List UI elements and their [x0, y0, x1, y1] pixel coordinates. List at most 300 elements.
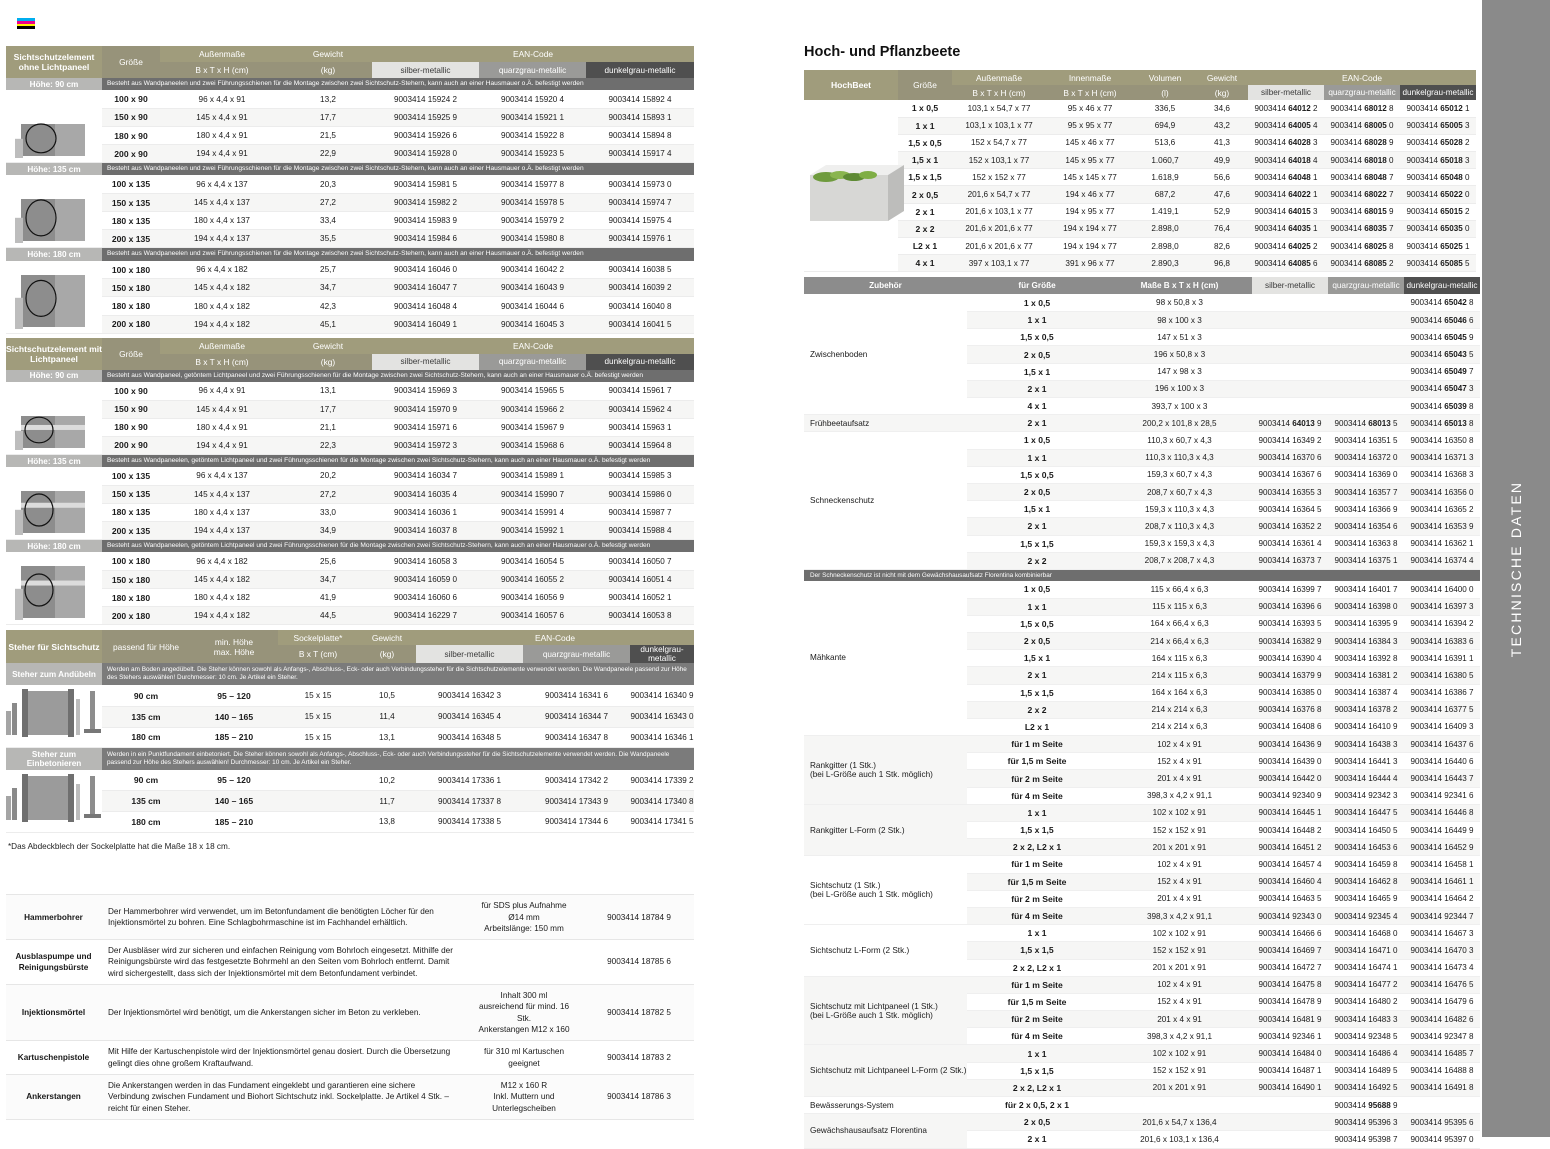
- accessory-spec: für SDS plus Aufnahme Ø14 mm Arbeitslänge: 150 mm: [464, 895, 584, 940]
- cell-masse: 102 x 4 x 91: [1107, 976, 1252, 993]
- cell-ean-silber: 9003414 17336 1: [416, 770, 523, 791]
- product-image-cell: [6, 770, 102, 833]
- cell-volumen: 1.060,7: [1134, 152, 1196, 169]
- col-header-gewicht: Gewicht: [284, 46, 372, 62]
- cell-ean-quarzgrau: 9003414 16410 9: [1328, 718, 1404, 735]
- cell-masse: 102 x 4 x 91: [1107, 736, 1252, 753]
- cell-ean-dunkelgrau: 9003414 16371 3: [1404, 449, 1480, 466]
- cell-aussenmasse: 152 x 152 x 77: [952, 169, 1046, 186]
- cell-ean-dunkelgrau: 9003414 65039 8: [1404, 398, 1480, 415]
- col-header-gewicht-unit: (kg): [284, 354, 372, 370]
- cell-ean-quarzgrau: 9003414 16489 5: [1328, 1062, 1404, 1079]
- table-row: [6, 212, 694, 230]
- cell-ean-silber: 9003414 16370 6: [1252, 449, 1328, 466]
- group-height-label: Höhe: 180 cm: [6, 540, 102, 553]
- cell-ean-silber: 9003414 16352 2: [1252, 518, 1328, 535]
- cell-ean-silber: 9003414 16460 4: [1252, 873, 1328, 890]
- table-row: [804, 415, 1480, 432]
- cell-ean-silber: 9003414 16059 0: [372, 571, 479, 589]
- cell-ean-silber: 9003414 16345 4: [416, 706, 523, 727]
- cell-masse: 152 x 4 x 91: [1107, 753, 1252, 770]
- zubehoer-group-label: Bewässerungs-System: [804, 1097, 967, 1114]
- cell-aussenmasse: 201,6 x 201,6 x 77: [952, 220, 1046, 237]
- cell-ean-quarzgrau: 9003414 68015 9: [1324, 203, 1400, 220]
- cell-ean-dunkelgrau: 9003414 65012 1: [1400, 100, 1476, 117]
- cell-groesse: 180 x 90: [102, 126, 160, 144]
- table-row: [6, 607, 694, 625]
- cell-gewicht: 10,5: [358, 685, 416, 706]
- accessory-spec: Inhalt 300 ml ausreichend für mind. 16 Stk. Ankerstangen M12 x 160: [464, 985, 584, 1041]
- cell-ean-dunkelgrau: 9003414 16400 0: [1404, 581, 1480, 598]
- cell-ean-silber: 9003414 64018 4: [1248, 152, 1324, 169]
- cell-groesse: 100 x 135: [102, 175, 160, 193]
- cell-gewicht: 49,9: [1196, 152, 1248, 169]
- cell-gewicht: 41,3: [1196, 134, 1248, 151]
- cell-fuer-groesse: für 1,5 m Seite: [967, 873, 1107, 890]
- cell-ean-silber: 9003414 15972 3: [372, 436, 479, 454]
- product-thumbnail-steher: [6, 770, 116, 830]
- table-row: [804, 856, 1480, 873]
- col-header-ean: EAN-Code: [1248, 70, 1476, 85]
- cell-ean-dunkelgrau: 9003414 92347 8: [1404, 1028, 1480, 1045]
- cell-groesse: 200 x 135: [102, 230, 160, 248]
- accessory-ean: 9003414 18783 2: [584, 1041, 694, 1075]
- cell-fuer-groesse: 1 x 0,5: [967, 432, 1107, 449]
- cell-innenmasse: 95 x 95 x 77: [1046, 117, 1134, 134]
- cell-groesse: 2 x 2: [898, 220, 952, 237]
- cell-ean-quarzgrau: 9003414 16447 5: [1328, 804, 1404, 821]
- table-title: HochBeet: [804, 70, 898, 100]
- cell-ean-quarzgrau: 9003414 68025 8: [1324, 238, 1400, 255]
- cell-ean-silber: 9003414 64015 3: [1248, 203, 1324, 220]
- cell-ean-silber: 9003414 16439 0: [1252, 753, 1328, 770]
- cell-hoehe: 90 cm: [102, 685, 190, 706]
- cell-ean-quarzgrau: [1328, 380, 1404, 397]
- cell-ean-quarzgrau: 9003414 16056 9: [479, 589, 586, 607]
- table-montagezubehoer: [6, 873, 694, 1120]
- cell-aussenmasse: 180 x 4,4 x 182: [160, 589, 284, 607]
- cell-aussenmasse: 180 x 4,4 x 137: [160, 503, 284, 521]
- cell-fuer-groesse: für 1 m Seite: [967, 736, 1107, 753]
- cell-ean-dunkelgrau: 9003414 15975 4: [586, 212, 694, 230]
- cell-ean-dunkelgrau: 9003414 16343 0: [630, 706, 694, 727]
- cell-masse: 214 x 66,4 x 6,3: [1107, 632, 1252, 649]
- cell-ean-dunkelgrau: 9003414 65042 8: [1404, 294, 1480, 311]
- accessory-description: Der Injektionsmörtel wird benötigt, um die Ankerstangen sicher im Beton zu verkleben.: [101, 985, 464, 1041]
- cell-ean-silber: 9003414 15926 6: [372, 126, 479, 144]
- cell-aussenmasse: 194 x 4,4 x 182: [160, 315, 284, 333]
- table-sichtschutz-ohne-lichtpaneel: [6, 46, 694, 334]
- col-header-innenmasse-unit: B x T x H (cm): [1046, 85, 1134, 100]
- cell-groesse: 180 x 135: [102, 212, 160, 230]
- cell-ean-dunkelgrau: 9003414 16346 1: [630, 727, 694, 748]
- cell-sockelplatte: [278, 812, 358, 833]
- cell-ean-quarzgrau: 9003414 16057 6: [479, 607, 586, 625]
- cell-ean-silber: 9003414 16478 9: [1252, 993, 1328, 1010]
- cell-ean-quarzgrau: 9003414 15920 4: [479, 90, 586, 108]
- cell-masse: 102 x 102 x 91: [1107, 925, 1252, 942]
- cell-ean-silber: 9003414 16390 4: [1252, 650, 1328, 667]
- cell-gewicht: 33,0: [284, 503, 372, 521]
- cell-ean-quarzgrau: 9003414 95396 3: [1328, 1114, 1404, 1131]
- cell-fuer-groesse: 2 x 2, L2 x 1: [967, 959, 1107, 976]
- cell-aussenmasse: 201,6 x 54,7 x 77: [952, 186, 1046, 203]
- cell-masse: 393,7 x 100 x 3: [1107, 398, 1252, 415]
- cell-ean-dunkelgrau: 9003414 16482 6: [1404, 1011, 1480, 1028]
- cell-fuer-groesse: für 1 m Seite: [967, 976, 1107, 993]
- cell-groesse: 150 x 180: [102, 571, 160, 589]
- cell-groesse: 200 x 90: [102, 436, 160, 454]
- cell-gewicht: 47,6: [1196, 186, 1248, 203]
- cell-ean-dunkelgrau: 9003414 65049 7: [1404, 363, 1480, 380]
- cell-ean-dunkelgrau: 9003414 16368 3: [1404, 466, 1480, 483]
- cell-gewicht: 96,8: [1196, 255, 1248, 272]
- col-header-volumen: Volumen: [1134, 70, 1196, 85]
- accessory-name: Kartuschenpistole: [6, 1041, 101, 1075]
- cell-ean-dunkelgrau: 9003414 16452 9: [1404, 839, 1480, 856]
- group-description: Werden am Boden angedübelt. Die Steher können sowohl als Anfangs-, Abschluss-, Eck- oder auch Verbindungssteher für die Sichtschutzelemente verwendet werden. Die Wandpaneele passend zur Höhe des Stehers auswählen! Durchmesser: 10 cm. Je Artikel ein Steher.: [102, 663, 694, 685]
- accessory-description: Der Hammerbohrer wird verwendet, um im Betonfundament die benötigten Löcher für den Injektionsmörtel zu bohren. Eine Schlagbohrmaschine ist im Fachhandel erhältlich.: [101, 895, 464, 940]
- cell-groesse: 100 x 90: [102, 90, 160, 108]
- cell-ean-silber: 9003414 16355 3: [1252, 483, 1328, 500]
- cell-masse: 398,3 x 4,2 x 91,1: [1107, 787, 1252, 804]
- cell-aussenmasse: 152 x 103,1 x 77: [952, 152, 1046, 169]
- table-row: [804, 1045, 1480, 1062]
- cell-groesse: 200 x 180: [102, 315, 160, 333]
- cell-aussenmasse: 103,1 x 54,7 x 77: [952, 100, 1046, 117]
- table-zubehoer: [804, 277, 1476, 1148]
- cell-groesse: 180 x 135: [102, 503, 160, 521]
- group-height-label: Höhe: 135 cm: [6, 163, 102, 176]
- cell-ean-silber: 9003414 16376 8: [1252, 701, 1328, 718]
- cell-ean-silber: [1252, 363, 1328, 380]
- cell-ean-dunkelgrau: 9003414 16374 4: [1404, 552, 1480, 569]
- cell-ean-silber: [1252, 312, 1328, 329]
- cell-ean-dunkelgrau: 9003414 65045 9: [1404, 329, 1480, 346]
- cell-ean-dunkelgrau: 9003414 16397 3: [1404, 598, 1480, 615]
- cell-ean-silber: 9003414 15982 2: [372, 194, 479, 212]
- cell-ean-silber: 9003414 15970 9: [372, 400, 479, 418]
- accessory-ean: 9003414 18784 9: [584, 895, 694, 940]
- cell-ean-silber: 9003414 16466 6: [1252, 925, 1328, 942]
- cell-ean-dunkelgrau: 9003414 15988 4: [586, 522, 694, 540]
- cell-ean-quarzgrau: 9003414 16363 8: [1328, 535, 1404, 552]
- cell-groesse: 1 x 0,5: [898, 100, 952, 117]
- cell-ean-dunkelgrau: 9003414 16377 5: [1404, 701, 1480, 718]
- table-row: [804, 925, 1480, 942]
- cell-aussenmasse: 180 x 4,4 x 182: [160, 297, 284, 315]
- col-header-aussenmasse-unit: B x T x H (cm): [160, 354, 284, 370]
- cell-sockelplatte: [278, 770, 358, 791]
- cell-fuer-groesse: 1 x 0,5: [967, 294, 1107, 311]
- cell-ean-silber: 9003414 64025 2: [1248, 238, 1324, 255]
- col-header-gewicht: Gewicht: [358, 630, 416, 645]
- cell-ean-quarzgrau: 9003414 16453 6: [1328, 839, 1404, 856]
- cell-min-max: 140 – 165: [190, 706, 278, 727]
- cell-ean-silber: 9003414 16408 6: [1252, 718, 1328, 735]
- cell-ean-silber: 9003414 15928 0: [372, 145, 479, 163]
- product-image-cell: [6, 261, 102, 334]
- cell-masse: 200,2 x 101,8 x 28,5: [1107, 415, 1252, 432]
- cell-ean-quarzgrau: 9003414 15967 9: [479, 418, 586, 436]
- cell-ean-dunkelgrau: 9003414 16446 8: [1404, 804, 1480, 821]
- cell-aussenmasse: 96 x 4,4 x 182: [160, 552, 284, 570]
- cell-ean-dunkelgrau: 9003414 16391 1: [1404, 650, 1480, 667]
- cell-ean-silber: 9003414 16445 1: [1252, 804, 1328, 821]
- table-row: [804, 238, 1476, 255]
- cell-ean-dunkelgrau: 9003414 16040 8: [586, 297, 694, 315]
- cell-ean-silber: 9003414 16361 4: [1252, 535, 1328, 552]
- cell-ean-silber: 9003414 16451 2: [1252, 839, 1328, 856]
- cell-ean-silber: 9003414 16396 6: [1252, 598, 1328, 615]
- cell-aussenmasse: 194 x 4,4 x 182: [160, 607, 284, 625]
- cell-masse: 164 x 115 x 6,3: [1107, 650, 1252, 667]
- cell-gewicht: 25,6: [284, 552, 372, 570]
- cell-ean-dunkelgrau: 9003414 16470 3: [1404, 942, 1480, 959]
- accessory-row: [6, 1074, 694, 1119]
- cell-ean-dunkelgrau: 9003414 65018 3: [1400, 152, 1476, 169]
- cell-ean-quarzgrau: 9003414 16468 0: [1328, 925, 1404, 942]
- cell-fuer-groesse: 2 x 0,5: [967, 1114, 1107, 1131]
- cell-masse: 147 x 98 x 3: [1107, 363, 1252, 380]
- group-description: Besteht aus Wandpaneelen und zwei Führungsschienen für die Montage zwischen zwei Sichtschutz-Stehern, kann auch an einer Hausmauer o.Ä. befestigt werden: [102, 248, 694, 261]
- cell-aussenmasse: 96 x 4,4 x 91: [160, 90, 284, 108]
- cell-ean-quarzgrau: 9003414 15977 8: [479, 175, 586, 193]
- table-row: [6, 503, 694, 521]
- col-header-aussenmasse-unit: B x T x H (cm): [952, 85, 1046, 100]
- cell-gewicht: 43,2: [1196, 117, 1248, 134]
- table-row: [804, 255, 1476, 272]
- cell-gewicht: 35,5: [284, 230, 372, 248]
- cell-ean-silber: 9003414 16367 6: [1252, 466, 1328, 483]
- product-thumbnail-sichtschutz: [11, 261, 97, 331]
- zubehoer-table: [804, 277, 1480, 1148]
- cell-innenmasse: 194 x 46 x 77: [1046, 186, 1134, 203]
- cell-ean-quarzgrau: 9003414 16477 2: [1328, 976, 1404, 993]
- table-row: [6, 175, 694, 193]
- cell-innenmasse: 95 x 46 x 77: [1046, 100, 1134, 117]
- cell-ean-dunkelgrau: 9003414 16485 7: [1404, 1045, 1480, 1062]
- cell-ean-dunkelgrau: 9003414 16479 6: [1404, 993, 1480, 1010]
- cell-ean-silber: 9003414 16490 1: [1252, 1079, 1328, 1096]
- cell-ean-dunkelgrau: 9003414 16458 1: [1404, 856, 1480, 873]
- cell-ean-silber: 9003414 16036 1: [372, 503, 479, 521]
- cell-ean-silber: 9003414 16442 0: [1252, 770, 1328, 787]
- cell-groesse: 1,5 x 1,5: [898, 169, 952, 186]
- cell-volumen: 513,6: [1134, 134, 1196, 151]
- cell-gewicht: 41,9: [284, 589, 372, 607]
- cell-gewicht: 17,7: [284, 400, 372, 418]
- col-header-silber: silber-metallic: [416, 645, 523, 663]
- cmyk-registration-mark: [17, 18, 35, 29]
- table-row: [804, 1114, 1480, 1131]
- section-side-tab: [1482, 0, 1550, 1137]
- cell-aussenmasse: 194 x 4,4 x 91: [160, 436, 284, 454]
- cell-ean-silber: 9003414 16035 4: [372, 485, 479, 503]
- cell-gewicht: 17,7: [284, 108, 372, 126]
- cell-ean-silber: [1252, 294, 1328, 311]
- product-image-cell: [6, 175, 102, 248]
- cell-fuer-groesse: 2 x 2, L2 x 1: [967, 839, 1107, 856]
- cell-ean-quarzgrau: 9003414 95398 7: [1328, 1131, 1404, 1148]
- cell-gewicht: 34,9: [284, 522, 372, 540]
- cell-aussenmasse: 96 x 4,4 x 182: [160, 261, 284, 279]
- cell-ean-silber: 9003414 16382 9: [1252, 632, 1328, 649]
- cell-groesse: 100 x 135: [102, 467, 160, 485]
- cell-ean-dunkelgrau: 9003414 16473 4: [1404, 959, 1480, 976]
- col-header-gewicht: Gewicht: [284, 338, 372, 354]
- cell-ean-dunkelgrau: 9003414 15917 4: [586, 145, 694, 163]
- cell-ean-dunkelgrau: 9003414 65013 8: [1404, 415, 1480, 432]
- cell-ean-silber: 9003414 16385 0: [1252, 684, 1328, 701]
- cell-min-max: 95 – 120: [190, 770, 278, 791]
- zubehoer-group-label: Mähkante: [804, 581, 967, 736]
- table-row: [6, 418, 694, 436]
- cell-ean-quarzgrau: 9003414 16042 2: [479, 261, 586, 279]
- cell-groesse: 180 x 90: [102, 418, 160, 436]
- cell-groesse: 100 x 90: [102, 382, 160, 400]
- cell-masse: 110,3 x 110,3 x 4,3: [1107, 449, 1252, 466]
- cell-aussenmasse: 103,1 x 103,1 x 77: [952, 117, 1046, 134]
- cell-gewicht: 34,6: [1196, 100, 1248, 117]
- cell-ean-quarzgrau: 9003414 92342 3: [1328, 787, 1404, 804]
- cell-ean-dunkelgrau: 9003414 65025 1: [1400, 238, 1476, 255]
- cell-fuer-groesse: 2 x 1: [967, 518, 1107, 535]
- cell-fuer-groesse: 2 x 0,5: [967, 483, 1107, 500]
- sichtschutz-table: [6, 46, 694, 334]
- cell-ean-silber: 9003414 16379 9: [1252, 667, 1328, 684]
- cell-hoehe: 90 cm: [102, 770, 190, 791]
- cell-ean-quarzgrau: 9003414 16381 2: [1328, 667, 1404, 684]
- cell-ean-quarzgrau: 9003414 15979 2: [479, 212, 586, 230]
- cell-fuer-groesse: für 1,5 m Seite: [967, 993, 1107, 1010]
- cell-fuer-groesse: 1 x 1: [967, 598, 1107, 615]
- accessory-name: Hammerbohrer: [6, 895, 101, 940]
- cell-gewicht: 52,9: [1196, 203, 1248, 220]
- cell-fuer-groesse: 2 x 1: [967, 667, 1107, 684]
- cell-hoehe: 180 cm: [102, 812, 190, 833]
- cell-ean-silber: 9003414 16475 8: [1252, 976, 1328, 993]
- cell-aussenmasse: 194 x 4,4 x 137: [160, 522, 284, 540]
- cell-ean-silber: 9003414 15969 3: [372, 382, 479, 400]
- table-row: [804, 581, 1480, 598]
- table-row: [6, 571, 694, 589]
- cell-ean-dunkelgrau: 9003414 16340 9: [630, 685, 694, 706]
- cell-groesse: 150 x 180: [102, 279, 160, 297]
- cell-masse: 152 x 152 x 91: [1107, 1062, 1252, 1079]
- cell-aussenmasse: 180 x 4,4 x 137: [160, 212, 284, 230]
- cell-masse: 115 x 66,4 x 6,3: [1107, 581, 1252, 598]
- left-page-content: [6, 46, 694, 1120]
- cell-masse: 98 x 50,8 x 3: [1107, 294, 1252, 311]
- cell-aussenmasse: 145 x 4,4 x 182: [160, 279, 284, 297]
- cell-ean-quarzgrau: 9003414 16044 6: [479, 297, 586, 315]
- cell-gewicht: 34,7: [284, 279, 372, 297]
- accessory-description: Die Ankerstangen werden in das Fundament eingeklebt und garantieren eine sichere Verbindung zwischen Fundament und Biohort Sichtschutz inkl. Sockelplatte. Je Artikel 4 Stk. – reicht für einen Steher.: [101, 1074, 464, 1119]
- col-header-passend-fuer-hoehe: passend für Höhe: [102, 630, 190, 663]
- cell-ean-quarzgrau: 9003414 16441 3: [1328, 753, 1404, 770]
- cell-fuer-groesse: 1,5 x 0,5: [967, 615, 1107, 632]
- table-row: [804, 976, 1480, 993]
- cell-ean-quarzgrau: 9003414 15968 6: [479, 436, 586, 454]
- cell-ean-dunkelgrau: 9003414 16464 2: [1404, 890, 1480, 907]
- cell-masse: 201 x 201 x 91: [1107, 959, 1252, 976]
- cell-masse: 201 x 201 x 91: [1107, 839, 1252, 856]
- cell-aussenmasse: 201,6 x 103,1 x 77: [952, 203, 1046, 220]
- cell-ean-quarzgrau: 9003414 16401 7: [1328, 581, 1404, 598]
- cell-masse: 201,6 x 54,7 x 136,4: [1107, 1114, 1252, 1131]
- cell-hoehe: 180 cm: [102, 727, 190, 748]
- cell-fuer-groesse: 1,5 x 1: [967, 501, 1107, 518]
- cell-masse: 164 x 164 x 6,3: [1107, 684, 1252, 701]
- cell-groesse: 180 x 180: [102, 589, 160, 607]
- cell-ean-silber: 9003414 16060 6: [372, 589, 479, 607]
- cell-aussenmasse: 201,6 x 201,6 x 77: [952, 238, 1046, 255]
- group-description: Besteht aus Wandpaneelen, getöntem Lichtpaneel und zwei Führungsschienen für die Montage zwischen zwei Sichtschutz-Stehern, kann auch an einer Hausmauer o.Ä. befestigt werden: [102, 540, 694, 553]
- cell-fuer-groesse: 2 x 2: [967, 701, 1107, 718]
- col-header-quarzgrau: quarzgrau-metallic: [479, 354, 586, 370]
- cell-groesse: 150 x 135: [102, 485, 160, 503]
- group-description: Besteht aus Wandpaneelen und zwei Führungsschienen für die Montage zwischen zwei Sichtschutz-Stehern, kann auch an einer Hausmauer o.Ä. befestigt werden: [102, 78, 694, 90]
- cell-masse: 214 x 214 x 6,3: [1107, 718, 1252, 735]
- cell-ean-quarzgrau: 9003414 68005 0: [1324, 117, 1400, 134]
- cell-ean-silber: 9003414 16487 1: [1252, 1062, 1328, 1079]
- cell-ean-dunkelgrau: 9003414 16491 8: [1404, 1079, 1480, 1096]
- cell-ean-silber: 9003414 16463 5: [1252, 890, 1328, 907]
- cell-gewicht: 27,2: [284, 485, 372, 503]
- cell-ean-silber: 9003414 15983 9: [372, 212, 479, 230]
- cell-ean-dunkelgrau: 9003414 65022 0: [1400, 186, 1476, 203]
- cell-masse: 201,6 x 103,1 x 136,4: [1107, 1131, 1252, 1148]
- product-image-cell: [6, 552, 102, 625]
- cell-groesse: 100 x 180: [102, 552, 160, 570]
- cell-masse: 152 x 152 x 91: [1107, 942, 1252, 959]
- cell-ean-dunkelgrau: 9003414 15987 7: [586, 503, 694, 521]
- cell-fuer-groesse: 1 x 1: [967, 312, 1107, 329]
- cell-ean-quarzgrau: 9003414 16341 6: [523, 685, 630, 706]
- cell-fuer-groesse: 1,5 x 1: [967, 650, 1107, 667]
- table-row: [6, 145, 694, 163]
- cell-fuer-groesse: für 1 m Seite: [967, 856, 1107, 873]
- cell-groesse: 2 x 0,5: [898, 186, 952, 203]
- cell-ean-dunkelgrau: 9003414 92344 7: [1404, 907, 1480, 924]
- cell-gewicht: 42,3: [284, 297, 372, 315]
- cell-ean-silber: 9003414 64012 2: [1248, 100, 1324, 117]
- cell-ean-silber: 9003414 16046 0: [372, 261, 479, 279]
- cell-ean-quarzgrau: 9003414 16366 9: [1328, 501, 1404, 518]
- cell-ean-silber: 9003414 16373 7: [1252, 552, 1328, 569]
- cell-ean-quarzgrau: 9003414 68085 2: [1324, 255, 1400, 272]
- group-description: Besteht aus Wandpaneelen, getöntem Lichtpaneel und zwei Führungsschienen für die Montage zwischen zwei Sichtschutz-Stehern, kann auch an einer Hausmauer o.Ä. befestigt werden: [102, 454, 694, 467]
- table-sichtschutz-mit-lichtpaneel: [6, 338, 694, 626]
- cell-ean-dunkelgrau: 9003414 16440 6: [1404, 753, 1480, 770]
- zubehoer-group-label: Rankgitter L-Form (2 Stk.): [804, 804, 967, 856]
- table-row: [6, 589, 694, 607]
- table-title: Sichtschutzelement ohne Lichtpaneel: [6, 46, 102, 78]
- cell-ean-dunkelgrau: 9003414 16383 6: [1404, 632, 1480, 649]
- cell-ean-dunkelgrau: 9003414 15985 3: [586, 467, 694, 485]
- cell-ean-quarzgrau: 9003414 16384 3: [1328, 632, 1404, 649]
- cell-ean-silber: 9003414 16342 3: [416, 685, 523, 706]
- cell-ean-silber: 9003414 16436 9: [1252, 736, 1328, 753]
- product-thumbnail-steher: [6, 685, 116, 745]
- cell-ean-quarzgrau: 9003414 15989 1: [479, 467, 586, 485]
- cell-groesse: 2 x 1: [898, 203, 952, 220]
- cell-ean-dunkelgrau: 9003414 16350 8: [1404, 432, 1480, 449]
- cell-sockelplatte: [278, 791, 358, 812]
- cell-fuer-groesse: 1,5 x 1,5: [967, 822, 1107, 839]
- cell-masse: 159,3 x 159,3 x 4,3: [1107, 535, 1252, 552]
